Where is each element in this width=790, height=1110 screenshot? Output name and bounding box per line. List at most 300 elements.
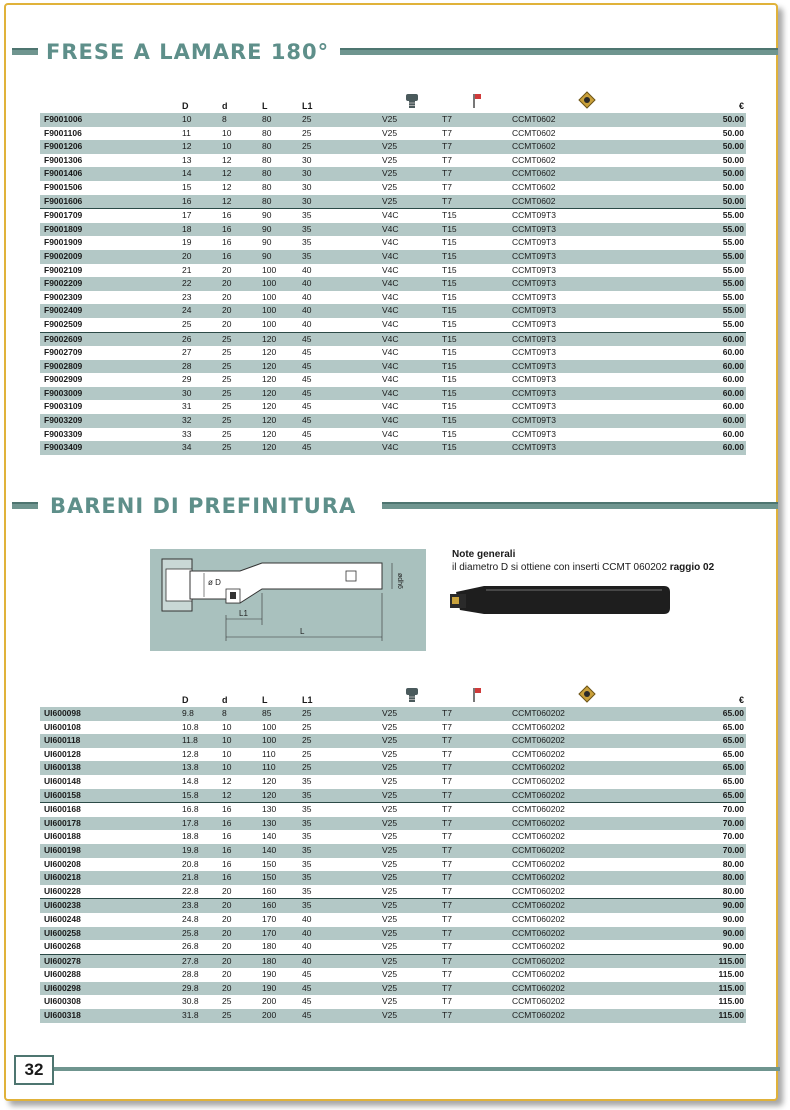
cell-code: F9003309 — [44, 428, 83, 439]
cell-insert: CCMT060202 — [512, 858, 565, 869]
header-l1: L1 — [302, 695, 313, 705]
cell-screw: V25 — [382, 127, 398, 138]
header-d: d — [222, 695, 228, 705]
cell-length-L1: 45 — [302, 441, 382, 455]
cell-key: T7 — [442, 748, 452, 759]
cell-price: 80.00 — [722, 858, 744, 869]
cell-insert: CCMT0602 — [512, 181, 556, 192]
cell-insert: CCMT0602 — [512, 113, 662, 127]
table-row — [40, 1009, 746, 1023]
cell-length-L: 80 — [262, 167, 302, 181]
cell-length-L1: 45 — [302, 360, 382, 374]
cell-key: T7 — [442, 181, 452, 192]
cell-screw: V4C — [382, 387, 442, 401]
wrench-key-icon — [442, 91, 512, 113]
cell-diameter-d: 20 — [222, 291, 232, 302]
table-row — [40, 441, 746, 455]
cell-key: T7 — [442, 954, 512, 968]
cell-diameter-D: 23.8 — [182, 899, 222, 913]
cell-code: UI600148 — [44, 775, 81, 786]
cell-screw: V4C — [382, 209, 442, 223]
header-d: d — [222, 101, 228, 111]
cell-price: 60.00 — [722, 347, 744, 358]
cell-key: T7 — [442, 167, 512, 181]
table-row — [40, 707, 746, 721]
cell-screw: V25 — [382, 954, 442, 968]
cell-diameter-d: 10 — [222, 127, 232, 138]
cell-screw: V25 — [382, 899, 442, 913]
cell-diameter-d: 8 — [222, 707, 262, 721]
cell-diameter-D: 19 — [182, 237, 192, 248]
cell-insert: CCMT09T3 — [512, 237, 556, 248]
cell-diameter-d: 25 — [222, 428, 232, 439]
cell-diameter-d: 12 — [222, 181, 232, 192]
cell-diameter-D: 26 — [182, 332, 222, 346]
cell-screw: V4C — [382, 264, 399, 275]
table-row — [40, 236, 746, 250]
table-row — [40, 209, 746, 223]
cell-price: 50.00 — [662, 140, 746, 154]
cell-price: 60.00 — [722, 374, 744, 385]
cell-length-L1: 35 — [302, 899, 382, 913]
section-title: FRESE A LAMARE 180° — [46, 40, 330, 64]
cell-key: T7 — [442, 1009, 512, 1023]
cell-code: UI600278 — [40, 954, 182, 968]
cell-length-L: 150 — [262, 858, 277, 869]
table-row — [40, 913, 746, 927]
cell-code: UI600238 — [40, 899, 182, 913]
cell-length-L1: 40 — [302, 927, 382, 941]
cell-screw: V4C — [382, 374, 399, 385]
cell-key: T15 — [442, 304, 512, 318]
table-row — [40, 127, 746, 141]
cell-length-L: 180 — [262, 941, 277, 952]
cell-length-L: 120 — [262, 414, 302, 428]
cell-key: T7 — [442, 113, 512, 127]
table-row — [40, 927, 746, 941]
cell-code: UI600248 — [44, 913, 81, 924]
cell-diameter-d: 20 — [222, 899, 262, 913]
cell-price: 55.00 — [662, 250, 746, 264]
table-row — [40, 291, 746, 305]
cell-diameter-d: 16 — [222, 803, 262, 817]
cell-length-L1: 25 — [302, 707, 382, 721]
cell-length-L1: 35 — [302, 831, 312, 842]
table-row — [40, 318, 746, 332]
cell-screw: V25 — [382, 941, 398, 952]
cell-price: 115.00 — [662, 982, 746, 996]
cell-diameter-D: 10 — [182, 113, 222, 127]
cell-insert: CCMT09T3 — [512, 414, 662, 428]
cell-screw: V4C — [382, 332, 442, 346]
cell-diameter-d: 16 — [222, 844, 262, 858]
cell-key: T7 — [442, 982, 512, 996]
cell-code: UI600108 — [44, 721, 81, 732]
cell-screw: V25 — [382, 831, 398, 842]
cell-code: UI600158 — [40, 789, 182, 803]
table-row — [40, 734, 746, 748]
cell-screw: V25 — [382, 913, 398, 924]
cell-code: UI600168 — [40, 803, 182, 817]
cell-screw: V4C — [382, 318, 399, 329]
cell-diameter-D: 14 — [182, 167, 222, 181]
cell-diameter-d: 10 — [222, 748, 232, 759]
cell-diameter-D: 18.8 — [182, 831, 199, 842]
cell-price: 70.00 — [662, 817, 746, 831]
cell-diameter-D: 29.8 — [182, 982, 222, 996]
header-l: L — [262, 695, 268, 705]
boring-bar-photo — [446, 580, 672, 620]
cell-insert: CCMT060202 — [512, 982, 662, 996]
cell-length-L: 100 — [262, 318, 277, 329]
cell-length-L: 160 — [262, 899, 302, 913]
cell-diameter-d: 25 — [222, 387, 262, 401]
cell-length-L1: 40 — [302, 913, 312, 924]
cell-diameter-D: 34 — [182, 441, 222, 455]
cell-price: 65.00 — [722, 721, 744, 732]
cell-diameter-D: 13 — [182, 154, 192, 165]
table-row — [40, 387, 746, 401]
notes-text — [452, 561, 714, 574]
label-dh6: ødh6 — [396, 573, 403, 589]
cell-length-L1: 25 — [302, 113, 382, 127]
cell-length-L: 80 — [262, 113, 302, 127]
cell-length-L1: 30 — [302, 167, 382, 181]
section-heading-bareni — [12, 493, 778, 519]
cell-diameter-d: 20 — [222, 913, 232, 924]
cell-length-L1: 40 — [302, 264, 312, 275]
cell-length-L1: 35 — [302, 223, 382, 237]
cell-screw: V4C — [382, 428, 399, 439]
cell-diameter-d: 8 — [222, 113, 262, 127]
cell-length-L1: 25 — [302, 734, 382, 748]
cell-price: 115.00 — [662, 954, 746, 968]
cell-length-L: 140 — [262, 844, 302, 858]
cell-key: T7 — [442, 899, 512, 913]
cell-key: T15 — [442, 277, 512, 291]
cell-diameter-d: 16 — [222, 250, 262, 264]
table-row — [40, 885, 746, 899]
cell-diameter-D: 17.8 — [182, 817, 222, 831]
cell-key: T7 — [442, 885, 452, 896]
cell-screw: V25 — [382, 113, 442, 127]
cell-price: 55.00 — [722, 291, 744, 302]
cell-length-L1: 45 — [302, 982, 382, 996]
cell-price: 50.00 — [662, 167, 746, 181]
cell-screw: V4C — [382, 250, 442, 264]
cell-insert: CCMT060202 — [512, 775, 565, 786]
cell-length-L: 85 — [262, 707, 302, 721]
cell-length-L: 200 — [262, 1009, 302, 1023]
cell-length-L: 150 — [262, 871, 302, 885]
cell-insert: CCMT060202 — [512, 913, 565, 924]
cell-key: T7 — [442, 996, 452, 1007]
cell-insert: CCMT060202 — [512, 844, 662, 858]
notes-body: il diametro D si ottiene con inserti CCMT 060202 — [452, 562, 670, 573]
cell-insert: CCMT060202 — [512, 1009, 662, 1023]
cell-screw: V4C — [382, 277, 442, 291]
cell-insert: CCMT060202 — [512, 748, 565, 759]
cell-length-L: 120 — [262, 332, 302, 346]
cell-screw: V4C — [382, 291, 399, 302]
cell-diameter-d: 16 — [222, 223, 262, 237]
cell-length-L: 90 — [262, 209, 302, 223]
cell-diameter-d: 25 — [222, 374, 232, 385]
cell-code: F9002409 — [40, 304, 182, 318]
cell-code: F9002809 — [40, 360, 182, 374]
footer-bar — [54, 1067, 780, 1071]
cell-diameter-D: 18 — [182, 223, 222, 237]
cell-length-L1: 45 — [302, 347, 312, 358]
cell-diameter-d: 20 — [222, 885, 232, 896]
cell-length-L: 200 — [262, 996, 277, 1007]
cell-length-L1: 45 — [302, 332, 382, 346]
cell-code: UI600288 — [44, 969, 81, 980]
cell-length-L: 190 — [262, 969, 277, 980]
cell-code: F9001306 — [44, 154, 83, 165]
cell-price: 65.00 — [662, 734, 746, 748]
cell-screw: V25 — [382, 969, 398, 980]
cell-code: F9001909 — [44, 237, 83, 248]
cell-insert: CCMT0602 — [512, 140, 662, 154]
header-price: € — [738, 101, 744, 111]
cell-diameter-D: 23 — [182, 291, 192, 302]
cell-diameter-D: 24.8 — [182, 913, 199, 924]
cell-diameter-D: 16 — [182, 195, 222, 209]
cell-length-L1: 25 — [302, 127, 312, 138]
cell-code: F9001506 — [44, 181, 83, 192]
cell-diameter-d: 12 — [222, 789, 262, 803]
label-d: ø D — [208, 578, 221, 587]
cell-code: F9002209 — [40, 277, 182, 291]
cell-insert: CCMT09T3 — [512, 441, 662, 455]
cell-length-L1: 40 — [302, 277, 382, 291]
section-heading-frese — [12, 39, 778, 65]
cell-code: F9003109 — [44, 401, 83, 412]
cell-code: UI600138 — [40, 761, 182, 775]
cell-screw: V25 — [382, 803, 442, 817]
boring-bar-drawing — [150, 549, 426, 651]
cell-code: F9002309 — [44, 291, 83, 302]
cell-diameter-D: 14.8 — [182, 775, 199, 786]
cell-code: F9003409 — [40, 441, 182, 455]
cell-key: T15 — [442, 264, 457, 275]
cell-diameter-d: 25 — [222, 996, 232, 1007]
cell-diameter-D: 25.8 — [182, 927, 222, 941]
label-l1: L1 — [239, 609, 248, 618]
cell-diameter-d: 25 — [222, 414, 262, 428]
cell-insert: CCMT09T3 — [512, 223, 662, 237]
cell-length-L: 170 — [262, 927, 302, 941]
heading-bar-right — [382, 502, 778, 509]
cell-screw: V25 — [382, 195, 442, 209]
cell-diameter-d: 16 — [222, 237, 232, 248]
cell-length-L1: 35 — [302, 817, 382, 831]
cell-insert: CCMT09T3 — [512, 277, 662, 291]
table-row — [40, 817, 746, 831]
cell-diameter-D: 19.8 — [182, 844, 222, 858]
table-row — [40, 264, 746, 278]
cell-diameter-d: 10 — [222, 721, 232, 732]
cell-screw: V25 — [382, 982, 442, 996]
table-row — [40, 250, 746, 264]
cell-key: T15 — [442, 360, 512, 374]
cell-diameter-d: 10 — [222, 140, 262, 154]
cell-length-L: 170 — [262, 913, 277, 924]
cell-length-L1: 35 — [302, 789, 382, 803]
cell-length-L: 100 — [262, 734, 302, 748]
cell-screw: V4C — [382, 360, 442, 374]
cell-diameter-D: 30.8 — [182, 996, 199, 1007]
cell-diameter-D: 26.8 — [182, 941, 199, 952]
cell-price: 90.00 — [662, 927, 746, 941]
cell-length-L1: 35 — [302, 885, 312, 896]
cell-length-L1: 45 — [302, 428, 312, 439]
cell-code: UI600188 — [44, 831, 81, 842]
cell-key: T7 — [442, 775, 452, 786]
cell-key: T7 — [442, 721, 452, 732]
cell-screw: V25 — [382, 775, 398, 786]
cell-insert: CCMT09T3 — [512, 401, 556, 412]
table-row — [40, 721, 746, 735]
cell-price: 60.00 — [662, 414, 746, 428]
cell-diameter-d: 25 — [222, 360, 262, 374]
cell-screw: V4C — [382, 347, 399, 358]
cell-price: 50.00 — [662, 195, 746, 209]
cell-key: T7 — [442, 858, 452, 869]
cell-length-L: 160 — [262, 885, 277, 896]
cell-diameter-D: 22.8 — [182, 885, 199, 896]
cell-key: T7 — [442, 803, 512, 817]
cell-insert: CCMT060202 — [512, 899, 662, 913]
cell-price: 65.00 — [662, 707, 746, 721]
cell-diameter-D: 33 — [182, 428, 192, 439]
cell-key: T7 — [442, 927, 512, 941]
cell-length-L1: 40 — [302, 304, 382, 318]
header-l1: L1 — [302, 101, 313, 111]
cell-diameter-D: 25 — [182, 318, 192, 329]
cell-length-L: 100 — [262, 264, 277, 275]
table-row — [40, 414, 746, 428]
table-row — [40, 775, 746, 789]
table-row — [40, 940, 746, 954]
cell-code: UI600318 — [40, 1009, 182, 1023]
table-row — [40, 400, 746, 414]
cell-price: 60.00 — [662, 441, 746, 455]
header-code — [40, 91, 182, 113]
table-row — [40, 332, 746, 346]
cell-length-L1: 40 — [302, 954, 382, 968]
cell-code: F9003009 — [40, 387, 182, 401]
cell-screw: V25 — [382, 761, 442, 775]
cell-key: T7 — [442, 969, 452, 980]
cell-insert: CCMT0602 — [512, 154, 556, 165]
cell-screw: V25 — [382, 871, 442, 885]
cell-screw: V4C — [382, 401, 399, 412]
cell-length-L1: 25 — [302, 140, 382, 154]
cell-insert: CCMT060202 — [512, 969, 565, 980]
cell-length-L: 180 — [262, 954, 302, 968]
table-row — [40, 858, 746, 872]
cell-screw: V25 — [382, 858, 398, 869]
cell-diameter-d: 20 — [222, 969, 232, 980]
cell-length-L1: 35 — [302, 250, 382, 264]
cell-screw: V25 — [382, 721, 398, 732]
cell-diameter-d: 25 — [222, 441, 262, 455]
cell-key: T15 — [442, 332, 512, 346]
cell-insert: CCMT060202 — [512, 734, 662, 748]
header-d: D — [182, 695, 189, 705]
cell-price: 70.00 — [722, 831, 744, 842]
cell-price: 115.00 — [662, 1009, 746, 1023]
cell-screw: V25 — [382, 734, 442, 748]
cell-screw: V25 — [382, 996, 398, 1007]
cell-key: T7 — [442, 734, 512, 748]
header-l: L — [262, 101, 268, 111]
cell-screw: V25 — [382, 789, 442, 803]
cell-diameter-D: 17 — [182, 209, 222, 223]
cell-code: F9001206 — [40, 140, 182, 154]
cell-length-L: 120 — [262, 401, 277, 412]
general-notes — [452, 548, 714, 574]
table-row — [40, 154, 746, 168]
cell-price: 60.00 — [722, 401, 744, 412]
table-row — [40, 830, 746, 844]
cell-length-L1: 45 — [302, 387, 382, 401]
cell-diameter-D: 11.8 — [182, 734, 222, 748]
cell-code: UI600098 — [40, 707, 182, 721]
cell-insert: CCMT09T3 — [512, 291, 556, 302]
cell-insert: CCMT09T3 — [512, 332, 662, 346]
cell-length-L: 110 — [262, 761, 302, 775]
cell-insert: CCMT0602 — [512, 127, 556, 138]
cell-screw: V25 — [382, 844, 442, 858]
cell-length-L1: 25 — [302, 721, 312, 732]
cell-price: 65.00 — [662, 761, 746, 775]
table-row — [40, 167, 746, 181]
cell-insert: CCMT060202 — [512, 831, 565, 842]
cell-code: UI600228 — [44, 885, 81, 896]
table-row — [40, 982, 746, 996]
cell-length-L1: 30 — [302, 154, 312, 165]
cell-price: 70.00 — [662, 844, 746, 858]
cell-code: F9002709 — [44, 347, 83, 358]
page-number: 32 — [14, 1055, 54, 1085]
cell-insert: CCMT09T3 — [512, 318, 556, 329]
cell-price: 65.00 — [722, 748, 744, 759]
cell-insert: CCMT09T3 — [512, 347, 556, 358]
cell-diameter-d: 25 — [222, 1009, 262, 1023]
cell-insert: CCMT09T3 — [512, 209, 662, 223]
cell-key: T7 — [442, 789, 512, 803]
cell-price: 50.00 — [722, 127, 744, 138]
cell-diameter-d: 25 — [222, 401, 232, 412]
cell-diameter-d: 20 — [222, 982, 262, 996]
cell-diameter-D: 21 — [182, 264, 192, 275]
table-row — [40, 140, 746, 154]
cell-price: 60.00 — [662, 332, 746, 346]
cell-price: 50.00 — [722, 181, 744, 192]
cell-length-L: 100 — [262, 304, 302, 318]
cell-insert: CCMT060202 — [512, 885, 565, 896]
cell-insert: CCMT09T3 — [512, 264, 556, 275]
cell-key: T7 — [442, 195, 512, 209]
cell-screw: V25 — [382, 817, 442, 831]
wrench-key-icon — [442, 685, 512, 707]
table-row — [40, 113, 746, 127]
cell-length-L: 100 — [262, 721, 277, 732]
cell-diameter-D: 22 — [182, 277, 222, 291]
